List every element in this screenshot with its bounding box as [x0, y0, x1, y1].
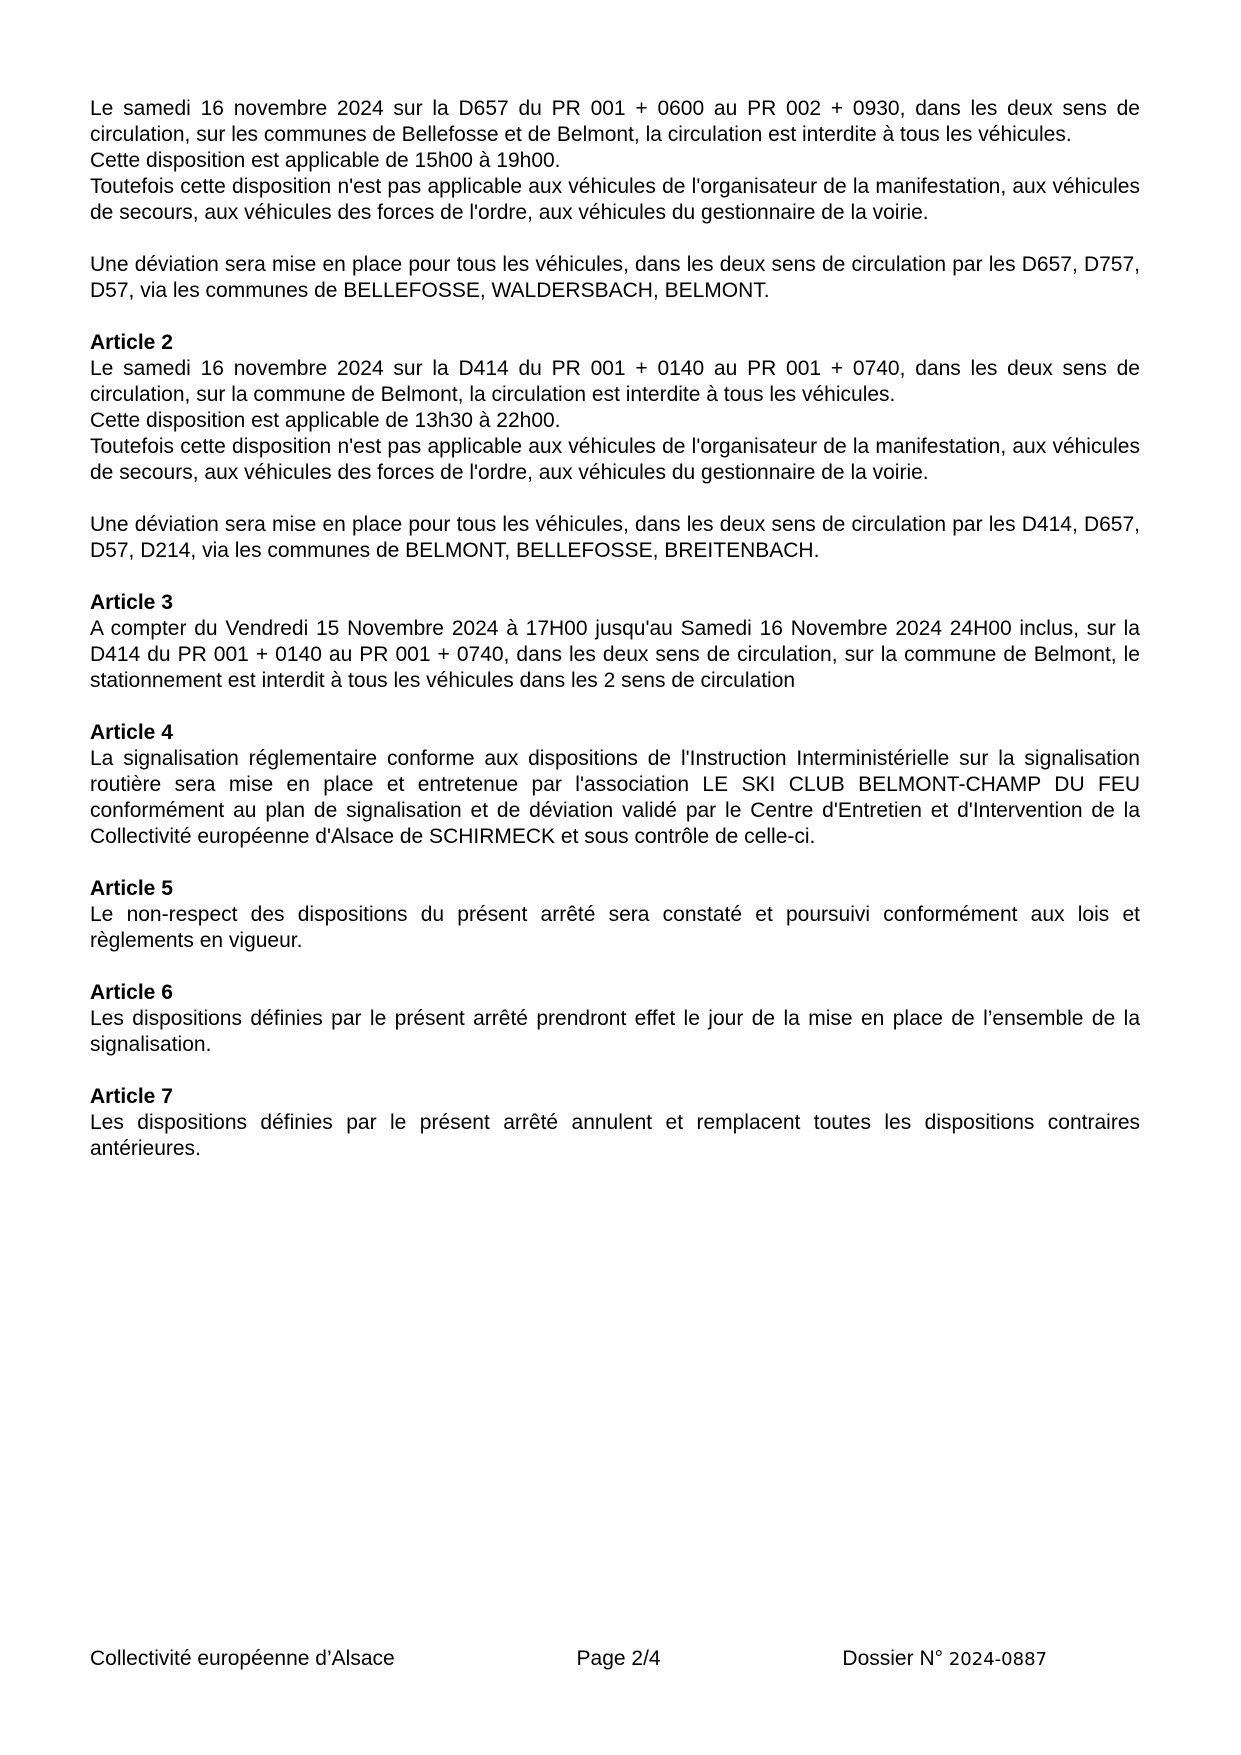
- article-5: [90, 876, 1140, 954]
- paragraph: Cette disposition est applicable de 15h00 à 19h00.: [90, 149, 561, 172]
- paragraph: Toutefois cette disposition n'est pas applicable aux véhicules de l'organisateur de la manifestation, aux véhicules de secours, aux véhicules des forces de l'ordre, aux véhicules du gestionnaire de la voirie.: [90, 435, 1140, 484]
- footer-organization: Collectivité européenne d’Alsace: [90, 1647, 395, 1670]
- paragraph: La signalisation réglementaire conforme aux dispositions de l'Instruction Interministérielle sur la signalisation routière sera mise en place et entretenue par l'association LE SKI CLUB BELMONT-CHAMP DU FEU conformément au plan de signalisation et de déviation validé par le Centre d'Entretien et d'Intervention de la Collectivité européenne d'Alsace de SCHIRMECK et sous contrôle de celle-ci.: [90, 747, 1140, 848]
- paragraph: Le samedi 16 novembre 2024 sur la D657 du PR 001 + 0600 au PR 002 + 0930, dans les deux sens de circulation, sur les communes de Bellefosse et de Belmont, la circulation est interdite à tous les véhicules.: [90, 97, 1140, 146]
- footer-dossier-label: Dossier N°: [842, 1647, 944, 1670]
- footer-dossier-number: 2024-0887: [948, 1649, 1047, 1670]
- article-6-heading: Article 6: [90, 981, 173, 1004]
- paragraph: Toutefois cette disposition n'est pas applicable aux véhicules de l'organisateur de la manifestation, aux véhicules de secours, aux véhicules des forces de l'ordre, aux véhicules du gestionnaire de la voirie.: [90, 175, 1140, 224]
- article-4-heading: Article 4: [90, 721, 173, 744]
- article-1-continuation: [90, 96, 1140, 226]
- paragraph: Cette disposition est applicable de 13h30 à 22h00.: [90, 409, 561, 432]
- article-1-deviation: [90, 252, 1140, 304]
- article-7-heading: Article 7: [90, 1085, 173, 1108]
- deviation-paragraph: Une déviation sera mise en place pour tous les véhicules, dans les deux sens de circulation par les D657, D757, D57, via les communes de BELLEFOSSE, WALDERSBACH, BELMONT.: [90, 253, 1140, 302]
- paragraph: Le samedi 16 novembre 2024 sur la D414 du PR 001 + 0140 au PR 001 + 0740, dans les deux sens de circulation, sur la commune de Belmont, la circulation est interdite à tous les véhicules.: [90, 357, 1140, 406]
- article-4: [90, 720, 1140, 850]
- article-6: [90, 980, 1140, 1058]
- paragraph: Les dispositions définies par le présent arrêté prendront effet le jour de la mise en place de l’ensemble de la signalisation.: [90, 1007, 1140, 1056]
- article-3-heading: Article 3: [90, 591, 173, 614]
- footer-page-number: Page 2/4: [576, 1647, 661, 1670]
- document-content: [90, 96, 1140, 1162]
- article-3: [90, 590, 1140, 694]
- article-2-heading: Article 2: [90, 331, 173, 354]
- article-2: [90, 330, 1140, 486]
- article-5-heading: Article 5: [90, 877, 173, 900]
- article-7: [90, 1084, 1140, 1162]
- deviation-paragraph: Une déviation sera mise en place pour tous les véhicules, dans les deux sens de circulation par les D414, D657, D57, D214, via les communes de BELMONT, BELLEFOSSE, BREITENBACH.: [90, 513, 1140, 562]
- paragraph: Le non-respect des dispositions du présent arrêté sera constaté et poursuivi conformément aux lois et règlements en vigueur.: [90, 903, 1140, 952]
- paragraph: Les dispositions définies par le présent arrêté annulent et remplacent toutes les dispositions contraires antérieures.: [90, 1111, 1140, 1160]
- footer-dossier: [842, 1646, 1047, 1673]
- article-2-deviation: [90, 512, 1140, 564]
- paragraph: A compter du Vendredi 15 Novembre 2024 à 17H00 jusqu'au Samedi 16 Novembre 2024 24H00 inclus, sur la D414 du PR 001 + 0140 au PR 001 + 0740, dans les deux sens de circulation, sur la commune de Belmont, le stationnement est interdit à tous les véhicules dans les 2 sens de circulation: [90, 617, 1140, 692]
- page-footer: [90, 1646, 1140, 1673]
